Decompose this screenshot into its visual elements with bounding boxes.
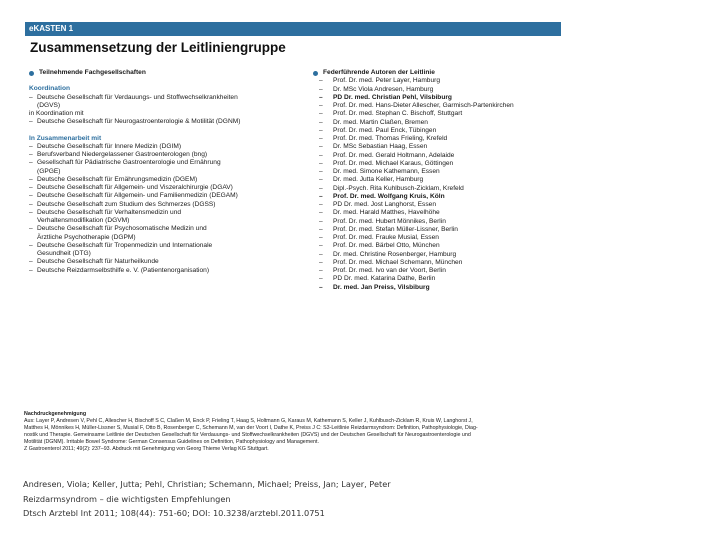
author-name: Prof. Dr. med. Peter Layer, Hamburg — [333, 77, 441, 85]
collaboration-list — [29, 143, 319, 275]
collaboration-item-text: Ärztliche Psychotherapie (DGPM) — [37, 233, 136, 241]
collaboration-item — [29, 267, 319, 275]
dash-marker: – — [29, 200, 33, 208]
collaboration-item-text: Deutsche Gesellschaft für Verhaltensmedizin und — [37, 208, 182, 216]
collaboration-item — [29, 209, 319, 217]
author-item — [313, 77, 563, 85]
author-item — [313, 168, 563, 176]
dash-marker: – — [29, 192, 33, 200]
author-name: Prof. Dr. med. Gerald Holtmann, Adelaide — [333, 151, 455, 159]
dash-marker: – — [29, 142, 33, 150]
author-item — [313, 94, 563, 102]
author-name: Dr. med. Jan Preiss, Vilsbiburg — [333, 283, 430, 291]
participating-societies-heading-text: Teilnehmende Fachgesellschaften — [39, 69, 146, 76]
dash-marker: – — [29, 241, 33, 249]
author-item — [313, 275, 563, 283]
dash-marker: – — [319, 192, 323, 200]
author-item — [313, 110, 563, 118]
dash-marker: – — [319, 118, 323, 126]
coordination-heading: Koordination — [29, 85, 71, 93]
collaboration-item-text: Deutsche Gesellschaft zum Studium des Schmerzes (DGSS) — [37, 200, 216, 208]
reprint-text — [24, 418, 564, 453]
dash-marker: – — [319, 225, 323, 233]
collaboration-item — [29, 159, 319, 167]
dash-marker: – — [29, 225, 33, 233]
author-item — [313, 193, 563, 201]
author-name: PD Dr. med. Katarina Dathe, Berlin — [333, 275, 436, 283]
author-item — [313, 102, 563, 110]
author-name: PD Dr. med. Jost Langhorst, Essen — [333, 201, 436, 208]
dash-marker: – — [29, 151, 33, 158]
collaboration-item — [29, 234, 319, 242]
author-name: Dr. MSc Sebastian Haag, Essen — [333, 143, 428, 151]
dash-marker: – — [319, 93, 323, 101]
author-name: Prof. Dr. med. Paul Enck, Tübingen — [333, 126, 437, 134]
author-name: Prof. Dr. med. Wolfgang Kruis, Köln — [333, 192, 445, 200]
collaboration-item — [29, 176, 319, 184]
collaboration-item-text: (GPGE) — [37, 167, 61, 175]
dash-marker: – — [29, 159, 33, 167]
author-name: Dr. med. Simone Kathemann, Essen — [333, 168, 440, 175]
dash-marker: – — [319, 102, 323, 109]
dash-marker: – — [29, 266, 33, 274]
collaboration-item — [29, 258, 319, 266]
author-name: Dipl.-Psych. Rita Kuhlbusch-Zicklam, Krefeld — [333, 184, 464, 192]
collaboration-item-text: Berufsverband Niedergelassener Gastroenterologen (bng) — [37, 151, 208, 158]
author-item — [313, 226, 563, 234]
collaboration-item-text: Deutsche Gesellschaft für Ernährungsmedizin (DGEM) — [37, 175, 198, 183]
author-item — [313, 185, 563, 193]
dash-marker: – — [319, 209, 323, 217]
dash-marker: – — [319, 110, 323, 118]
author-name: Dr. med. Harald Matthes, Havelhöhe — [333, 209, 440, 217]
lead-authors-column — [313, 69, 563, 292]
citation-title: Reizdarmsyndrom – die wichtigsten Empfehlungen — [23, 493, 231, 504]
collaboration-item-text: Gesundheit (DTG) — [37, 250, 91, 257]
author-item — [313, 143, 563, 151]
collaboration-item-text: Deutsche Gesellschaft für Naturheilkunde — [37, 258, 159, 266]
author-item — [313, 259, 563, 267]
collaboration-item-text: Deutsche Gesellschaft für Tropenmedizin und Internationale — [37, 241, 213, 249]
dash-marker: – — [319, 135, 323, 142]
reprint-line: Motilität (DGNM). Irritable Bowel Syndrome: German Consensus Guidelines on Definition, Pathophysiology and Management. — [24, 438, 319, 445]
dash-marker: – — [319, 126, 323, 134]
dash-marker: – — [319, 234, 323, 241]
author-item — [313, 119, 563, 127]
bullet-icon — [313, 71, 318, 76]
collaboration-item — [29, 151, 319, 159]
dash-marker: – — [29, 258, 33, 266]
collaboration-item-text: Deutsche Gesellschaft für Innere Medizin (DGIM) — [37, 142, 182, 150]
author-item — [313, 160, 563, 168]
dash-marker: – — [319, 275, 323, 283]
dash-marker: – — [319, 283, 323, 291]
box-title: Zusammensetzung der Leitliniengruppe — [30, 40, 286, 55]
author-name: Prof. Dr. med. Stefan Müller-Lissner, Berlin — [333, 225, 458, 233]
citation-authors: Andresen, Viola; Keller, Jutta; Pehl, Christian; Schemann, Michael; Preiss, Jan; Layer, Peter — [23, 479, 391, 489]
dash-marker: – — [319, 258, 323, 266]
author-name: Prof. Dr. med. Ivo van der Voort, Berlin — [333, 267, 446, 274]
collaboration-item — [29, 242, 319, 250]
reprint-line: nostik und Therapie. Gemeinsame Leitlinie der Deutschen Gesellschaft für Verdauungs- und Stoffwechselkrankheiten (DGVS) und der Deutschen Gesellschaft für Neurogastroenterologie und — [24, 431, 471, 438]
author-name: Dr. med. Christine Rosenberger, Hamburg — [333, 250, 457, 258]
coordination-partner: – Deutsche Gesellschaft für Neurogastroenterologie & Motilität (DGNM) — [29, 118, 241, 126]
author-name: Prof. Dr. med. Michael Schemann, München — [333, 258, 463, 266]
author-item — [313, 242, 563, 250]
dash-marker: – — [29, 184, 33, 191]
dash-marker: – — [29, 175, 33, 183]
collaboration-item — [29, 225, 319, 233]
author-name: Prof. Dr. med. Stephan C. Bischoff, Stuttgart — [333, 110, 463, 118]
author-item — [313, 127, 563, 135]
author-name: Dr. med. Martin Claßen, Bremen — [333, 118, 428, 126]
author-item — [313, 218, 563, 226]
coordination-line: – Deutsche Gesellschaft für Verdauungs- und Stoffwechselkrankheiten — [29, 93, 238, 101]
collaboration-item-text: Deutsche Gesellschaft für Allgemein- und Viszeralchirurgie (DGAV) — [37, 184, 233, 191]
coordination-line: (DGVS) — [37, 101, 61, 109]
dash-marker: – — [319, 151, 323, 159]
collaboration-item-text: Verhaltensmodifikation (DGVM) — [37, 217, 130, 224]
reprint-permission — [24, 411, 564, 452]
author-item — [313, 176, 563, 184]
author-item — [313, 284, 563, 292]
dash-marker: – — [319, 184, 323, 192]
author-name: Prof. Dr. med. Frauke Musial, Essen — [333, 234, 439, 241]
participating-societies-heading — [29, 69, 319, 77]
reprint-line: Aus: Layer P, Andresen V, Pehl C, Allescher H, Bischoff S C, Claßen M, Enck P, Frieling T, Haag S, Holtmann G, Karaus M, Kathemann S, Keller J, Kuhlbusch-Zicklam R, Kruis W, Langhorst J, — [24, 417, 473, 424]
collaboration-item — [29, 201, 319, 209]
collaboration-item-text: Deutsche Reizdarmselbsthilfe e. V. (Patientenorganisation) — [37, 266, 210, 274]
citation — [23, 477, 391, 521]
collaboration-item-text: Gesellschaft für Pädiatrische Gastroenterologie und Ernährung — [37, 159, 221, 167]
author-item — [313, 234, 563, 242]
collaboration-item — [29, 143, 319, 151]
collaboration-item — [29, 217, 319, 225]
collaboration-item — [29, 192, 319, 200]
dash-marker: – — [29, 208, 33, 216]
lead-authors-heading — [313, 69, 563, 77]
bullet-icon — [29, 71, 34, 76]
collaboration-item-text: Deutsche Gesellschaft für Psychosomatische Medizin und — [37, 225, 207, 233]
reprint-line: Z Gastroenterol 2011; 49(2): 237–93. Abdruck mit Genehmigung von Georg Thieme Verlag KG Stuttgart. — [24, 445, 269, 452]
dash-marker: – — [319, 250, 323, 258]
author-name: Prof. Dr. med. Bärbel Otto, München — [333, 242, 440, 250]
collaboration-item-text: Deutsche Gesellschaft für Allgemein- und Familienmedizin (DEGAM) — [37, 192, 238, 200]
collaboration-item — [29, 168, 319, 176]
author-name: Prof. Dr. med. Thomas Frieling, Krefeld — [333, 135, 448, 142]
dash-marker: – — [319, 217, 323, 225]
collaboration-item — [29, 250, 319, 258]
dash-marker: – — [319, 143, 323, 151]
author-item — [313, 267, 563, 275]
collaboration-heading: In Zusammenarbeit mit — [29, 134, 102, 142]
dash-marker: – — [319, 176, 323, 184]
box-label: eKASTEN 1 — [25, 22, 561, 36]
dash-marker: – — [319, 159, 323, 167]
author-item — [313, 135, 563, 143]
author-item — [313, 152, 563, 160]
dash-marker: – — [319, 85, 323, 93]
author-name: Prof. Dr. med. Hubert Mönnikes, Berlin — [333, 217, 446, 225]
reprint-heading: Nachdruckgenehmigung — [24, 411, 87, 417]
author-name: Dr. MSc Viola Andresen, Hamburg — [333, 85, 434, 93]
dash-marker: – — [319, 201, 323, 208]
author-list — [313, 77, 563, 292]
author-item — [313, 201, 563, 209]
dash-marker: – — [319, 168, 323, 175]
author-name: Dr. med. Jutta Keller, Hamburg — [333, 176, 424, 184]
participating-societies-column — [29, 69, 319, 275]
dash-marker: – — [319, 242, 323, 250]
dash-marker: – — [319, 267, 323, 274]
in-coordination-with: in Koordination mit — [29, 110, 84, 117]
author-name: Prof. Dr. med. Hans-Dieter Allescher, Garmisch-Partenkirchen — [333, 102, 514, 109]
author-item — [313, 251, 563, 259]
reprint-line: Matthes H, Mönnikes H, Müller-Lissner S, Musial F, Otto B, Rosenberger C, Schemann M, van der Voort I, Dathe K, Preiss J C: S3-Leitlinie Reizdarmsyndrom: Definition, Pathophysiologie, Diag- — [24, 424, 478, 431]
author-item — [313, 209, 563, 217]
dash-marker: – — [319, 77, 323, 85]
citation-source: Dtsch Arztebl Int 2011; 108(44): 751-60; DOI: 10.3238/arztebl.2011.0751 — [23, 508, 325, 519]
author-name: PD Dr. med. Christian Pehl, Vilsbiburg — [333, 93, 452, 101]
collaboration-item — [29, 184, 319, 192]
lead-authors-heading-text: Federführende Autoren der Leitlinie — [323, 69, 435, 76]
author-item — [313, 86, 563, 94]
author-name: Prof. Dr. med. Michael Karaus, Göttingen — [333, 159, 454, 167]
